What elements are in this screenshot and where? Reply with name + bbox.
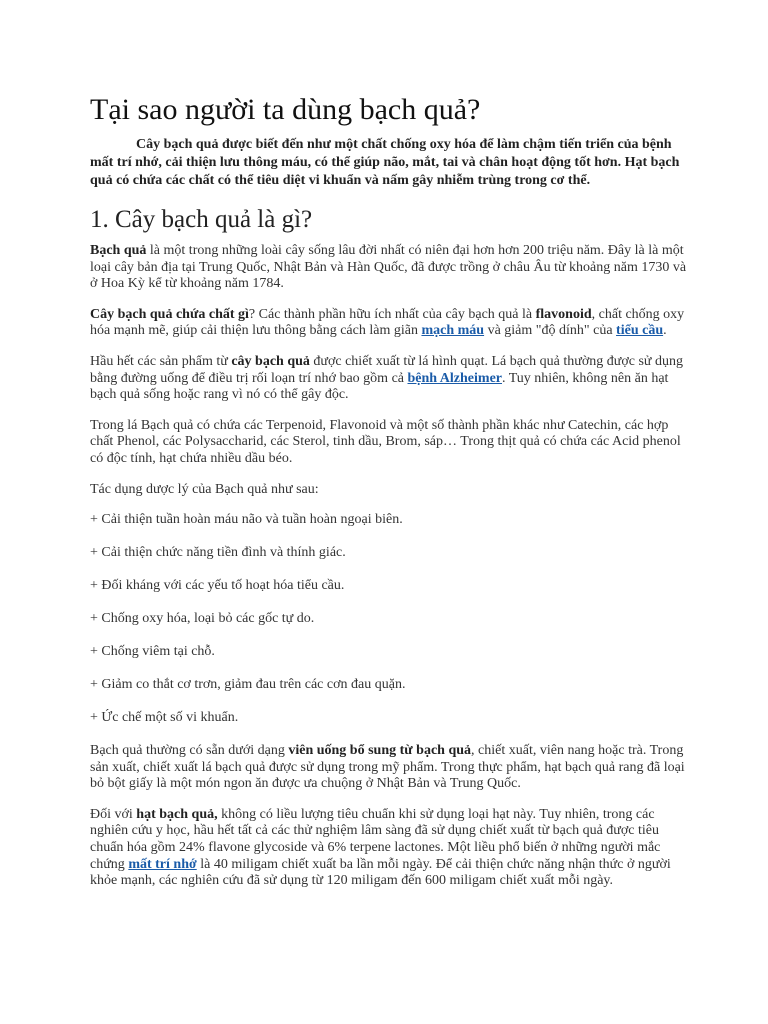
link-mat-tri-nho[interactable]: mất trí nhớ bbox=[128, 856, 197, 872]
list-item: + Đối kháng với các yếu tố hoạt hóa tiểu cầu. bbox=[90, 578, 345, 594]
term-bach-qua: Bạch quả bbox=[90, 243, 147, 258]
list-item: + Giảm co thắt cơ trơn, giảm đau trên các cơn đau quặn. bbox=[90, 677, 406, 693]
page-title: Tại sao người ta dùng bạch quả? bbox=[90, 93, 481, 126]
list-item: + Chống oxy hóa, loại bỏ các gốc tự do. bbox=[90, 611, 315, 627]
paragraph-effects-intro: Tác dụng dược lý của Bạch quả như sau: bbox=[90, 481, 319, 497]
list-item: + Cải thiện chức năng tiền đình và thính giác. bbox=[90, 545, 346, 561]
link-tieu-cau[interactable]: tiểu cầu bbox=[616, 323, 664, 339]
paragraph-forms: Bạch quả thường có sẵn dưới dạng viên uống bổ sung từ bạch quả, chiết xuất, viên nang hoặc trà. Trong sản xuất, chiết xuất lá bạch quả được sử dụng trong mỹ phẩm. Trong thực phẩm, hạt bạch quả rang đã loại bỏ bột giấy là một món ngon ăn được ưa chuộng ở Nhật Bản và Trung Quốc. bbox=[90, 743, 685, 792]
section-heading: 1. Cây bạch quả là gì? bbox=[90, 206, 313, 233]
section-body bbox=[90, 243, 690, 904]
paragraph-definition: Bạch quả là một trong những loài cây sống lâu đời nhất có niên đại hơn hơn 200 triệu năm. Đây là là một loại cây bản địa tại Trung Quốc, Nhật Bản và Hàn Quốc, đã được trồng ở châu Âu từ khoảng năm 1730 và ở Hoa Kỳ kể từ khoảng năm 1784. bbox=[90, 243, 687, 292]
list-item: + Ức chế một số vi khuẩn. bbox=[90, 710, 239, 726]
paragraph-ingredients: Trong lá Bạch quả có chứa các Terpenoid, Flavonoid và một số thành phần khác như Catechin, các hợp chất Phenol, các Polysaccharid, các Sterol, tinh dầu, Brom, sáp… Trong thịt quả có chứa các Acid phenol có độc tính, hạt chứa nhiều dầu béo. bbox=[90, 417, 681, 466]
link-benh-alzheimer[interactable]: bệnh Alzheimer bbox=[407, 370, 502, 386]
link-mach-mau[interactable]: mạch máu bbox=[421, 323, 485, 339]
paragraph-products: Hầu hết các sản phẩm từ cây bạch quả được chiết xuất từ lá hình quạt. Lá bạch quả thường được sử dụng bằng đường uống để điều trị rối loạn trí nhớ bao gồm cả bệnh Alzheimer. Tuy nhiên, không nên ăn hạt bạch quả sống hoặc rang vì nó có thể gây độc. bbox=[90, 353, 684, 403]
paragraph-composition: Cây bạch quả chứa chất gì? Các thành phần hữu ích nhất của cây bạch quả là flavonoid, chất chống oxy hóa mạnh mẽ, giúp cải thiện lưu thông bằng cách làm giãn mạch máu và giảm "độ dính" của tiểu cầu. bbox=[90, 306, 685, 339]
list-item: + Cải thiện tuần hoàn máu não và tuần hoàn ngoại biên. bbox=[90, 512, 403, 528]
list-item: + Chống viêm tại chỗ. bbox=[90, 644, 215, 660]
paragraph-dosage: Đối với hạt bạch quả, không có liều lượng tiêu chuẩn khi sử dụng loại hạt này. Tuy nhiên, trong các nghiên cứu y học, hầu hết tất cả các thử nghiệm lâm sàng đã sử dụng chiết xuất từ bạch quả được tiêu chuẩn hóa gồm 24% flavone glycoside và 6% terpene lactones. Một liều phổ biến ở những người mắc chứng mất trí nhớ là 40 miligam chiết xuất ba lần mỗi ngày. Để cải thiện chức năng nhận thức ở người khỏe mạnh, các nghiên cứu đã sử dụng từ 120 miligam đến 600 miligam chiết xuất mỗi ngày. bbox=[90, 806, 671, 889]
intro-paragraph: Cây bạch quả được biết đến như một chất chống oxy hóa để làm chậm tiến triển của bệnh mất trí nhớ, cải thiện lưu thông máu, có thể giúp não, mắt, tai và chân hoạt động tốt hơn. Hạt bạch quả có chứa các chất có thể tiêu diệt vi khuẩn và nấm gây nhiễm trùng trong cơ thể. bbox=[90, 137, 680, 188]
